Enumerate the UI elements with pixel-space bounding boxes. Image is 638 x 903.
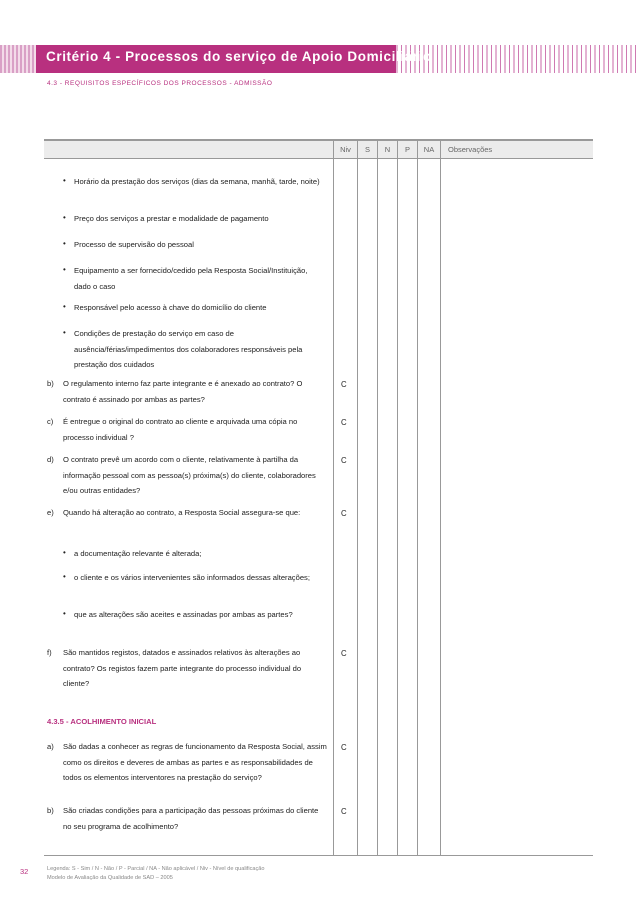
page-number: 32: [20, 867, 29, 876]
column-header-s: S: [364, 145, 370, 154]
item-marker: b): [47, 379, 54, 388]
banner-pattern-right: [396, 45, 638, 73]
qualification-level: C: [341, 807, 347, 816]
requirement-text: O regulamento interno faz parte integrante e é anexado ao contrato? O contrato é assinado por ambas as partes?: [63, 379, 303, 404]
requirement-text: São criadas condições para a participação das pessoas próximas do cliente no seu programa de acolhimento?: [63, 806, 319, 831]
item-marker: e): [47, 508, 54, 517]
column-divider: [333, 141, 334, 856]
requirement-text: É entregue o original do contrato ao cliente e arquivada uma cópia no processo individual ?: [63, 417, 298, 442]
bullet-icon: •: [63, 548, 66, 557]
footer-source: Modelo de Avaliação da Qualidade de SAD – 2005: [47, 875, 173, 881]
requirement-text: O contrato prevê um acordo com o cliente, relativamente à partilha da informação pessoal com as pessoa(s) próxima(s) do cliente, colaboradores e/ou outras entidades?: [63, 455, 316, 495]
list-item: que as alterações são aceites e assinadas por ambas as partes?: [74, 610, 293, 619]
item-marker: d): [47, 455, 54, 464]
table-header-row: [44, 141, 593, 158]
bullet-icon: •: [63, 239, 66, 248]
list-item: Processo de supervisão do pessoal: [74, 240, 194, 249]
item-marker: b): [47, 806, 54, 815]
list-item: Preço dos serviços a prestar e modalidade de pagamento: [74, 214, 269, 223]
qualification-level: C: [341, 418, 347, 427]
page-title: Critério 4 - Processos do serviço de Apoio Domiciliário: [46, 49, 432, 64]
item-marker: f): [47, 648, 52, 657]
qualification-level: C: [341, 743, 347, 752]
column-header-niv: Niv: [340, 145, 351, 154]
bullet-icon: •: [63, 213, 66, 222]
list-item: a documentação relevante é alterada;: [74, 549, 202, 558]
bullet-icon: •: [63, 572, 66, 581]
bullet-icon: •: [63, 176, 66, 185]
column-header-p: P: [404, 145, 410, 154]
section-heading: 4.3.5 - ACOLHIMENTO INICIAL: [47, 717, 157, 726]
table-header-rule: [44, 158, 593, 159]
banner-pattern-left: [0, 45, 36, 73]
list-item: Condições de prestação do serviço em caso de ausência/férias/impedimentos dos colaboradores responsáveis pela prestação dos cuidados: [74, 329, 303, 369]
list-item: Responsável pelo acesso à chave do domicílio do cliente: [74, 303, 267, 312]
table-bottom-rule: [44, 855, 593, 856]
qualification-level: C: [341, 509, 347, 518]
bullet-icon: •: [63, 302, 66, 311]
column-header-na: NA: [423, 145, 435, 154]
qualification-level: C: [341, 649, 347, 658]
item-marker: c): [47, 417, 54, 426]
bullet-icon: •: [63, 265, 66, 274]
column-divider: [440, 141, 441, 856]
list-item: o cliente e os vários intervenientes são informados dessas alterações;: [74, 573, 310, 582]
list-item: Equipamento a ser fornecido/cedido pela Resposta Social/Instituição, dado o caso: [74, 266, 308, 291]
requirement-text: São dadas a conhecer as regras de funcionamento da Resposta Social, assim como os direitos e deveres de ambas as partes e as responsabilidades de todos os elementos interventores na prestação do serviço?: [63, 742, 327, 782]
section-subtitle: 4.3 - REQUISITOS ESPECÍFICOS DOS PROCESSOS - ADMISSÃO: [47, 80, 273, 87]
qualification-level: C: [341, 456, 347, 465]
column-divider: [377, 141, 378, 856]
bullet-icon: •: [63, 328, 66, 337]
requirement-text: Quando há alteração ao contrato, a Resposta Social assegura-se que:: [63, 508, 301, 517]
item-marker: a): [47, 742, 54, 751]
requirement-text: São mantidos registos, datados e assinados relativos às alterações ao contrato? Os registos fazem parte integrante do processo individual do cliente?: [63, 648, 302, 688]
column-divider: [397, 141, 398, 856]
qualification-level: C: [341, 380, 347, 389]
footer-legend: Legenda: S - Sim / N - Não / P - Parcial / NA - Não aplicável / Niv - Nível de qualificação: [47, 866, 265, 872]
list-item: Horário da prestação dos serviços (dias da semana, manhã, tarde, noite): [74, 177, 320, 186]
column-header-observacoes: Observações: [448, 145, 493, 154]
column-divider: [417, 141, 418, 856]
column-header-n: N: [384, 145, 391, 154]
bullet-icon: •: [63, 609, 66, 618]
column-divider: [357, 141, 358, 856]
